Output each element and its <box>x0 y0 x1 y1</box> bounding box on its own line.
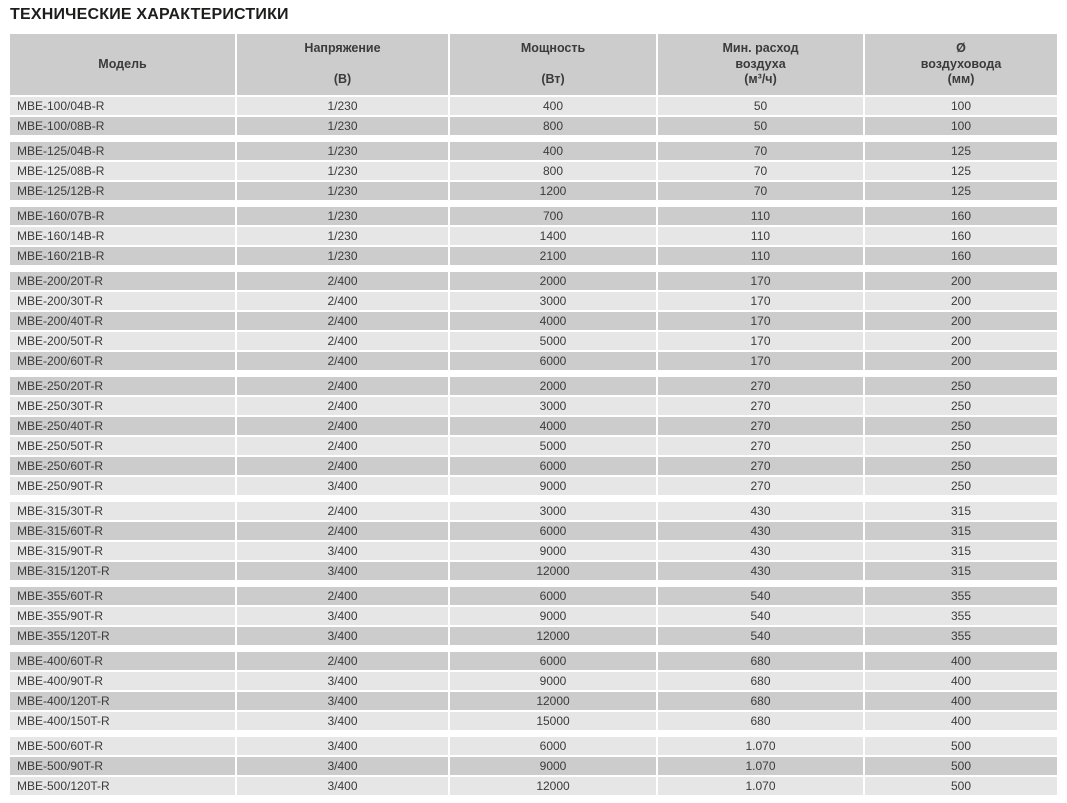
model-cell: MBE-100/08B-R <box>10 117 235 135</box>
table-row <box>10 562 1057 580</box>
table-row <box>10 672 1057 690</box>
power-cell: 6000 <box>450 352 656 370</box>
airflow-cell: 110 <box>658 247 863 265</box>
power-cell: 400 <box>450 97 656 115</box>
model-cell: MBE-250/40T-R <box>10 417 235 435</box>
power-cell: 4000 <box>450 417 656 435</box>
table-row <box>10 97 1057 115</box>
voltage-cell: 2/400 <box>237 457 448 475</box>
column-header-line: Мин. расход <box>722 41 799 55</box>
voltage-cell: 2/400 <box>237 332 448 350</box>
power-cell: 12000 <box>450 562 656 580</box>
airflow-cell: 110 <box>658 227 863 245</box>
voltage-cell: 3/400 <box>237 542 448 560</box>
model-group <box>10 207 1057 265</box>
diameter-cell: 400 <box>865 672 1057 690</box>
voltage-cell: 2/400 <box>237 312 448 330</box>
model-cell: MBE-125/04B-R <box>10 142 235 160</box>
airflow-cell: 170 <box>658 272 863 290</box>
voltage-cell: 1/230 <box>237 207 448 225</box>
airflow-cell: 1.070 <box>658 757 863 775</box>
diameter-cell: 160 <box>865 227 1057 245</box>
airflow-cell: 430 <box>658 522 863 540</box>
airflow-cell: 170 <box>658 332 863 350</box>
model-cell: MBE-315/60T-R <box>10 522 235 540</box>
voltage-cell: 1/230 <box>237 97 448 115</box>
voltage-cell: 2/400 <box>237 417 448 435</box>
model-cell: MBE-200/20T-R <box>10 272 235 290</box>
power-cell: 9000 <box>450 607 656 625</box>
table-row <box>10 162 1057 180</box>
power-cell: 4000 <box>450 312 656 330</box>
table-row <box>10 712 1057 730</box>
diameter-cell: 315 <box>865 522 1057 540</box>
diameter-cell: 100 <box>865 117 1057 135</box>
voltage-cell: 1/230 <box>237 227 448 245</box>
voltage-cell: 2/400 <box>237 397 448 415</box>
power-cell: 9000 <box>450 672 656 690</box>
table-row <box>10 737 1057 755</box>
airflow-cell: 540 <box>658 627 863 645</box>
diameter-cell: 250 <box>865 437 1057 455</box>
model-cell: MBE-250/90T-R <box>10 477 235 495</box>
power-cell: 2000 <box>450 272 656 290</box>
voltage-cell: 3/400 <box>237 627 448 645</box>
diameter-cell: 125 <box>865 142 1057 160</box>
table-row <box>10 292 1057 310</box>
airflow-cell: 680 <box>658 672 863 690</box>
table-row <box>10 437 1057 455</box>
power-cell: 12000 <box>450 627 656 645</box>
column-header-line: (мм) <box>947 72 975 87</box>
power-cell: 800 <box>450 117 656 135</box>
table-row <box>10 502 1057 520</box>
table-row <box>10 757 1057 775</box>
airflow-cell: 50 <box>658 97 863 115</box>
diameter-cell: 200 <box>865 352 1057 370</box>
power-cell: 9000 <box>450 477 656 495</box>
model-group <box>10 272 1057 370</box>
voltage-cell: 1/230 <box>237 142 448 160</box>
table-body <box>10 97 1057 795</box>
voltage-cell: 2/400 <box>237 522 448 540</box>
diameter-cell: 400 <box>865 692 1057 710</box>
power-cell: 5000 <box>450 437 656 455</box>
voltage-cell: 1/230 <box>237 162 448 180</box>
model-cell: MBE-100/04B-R <box>10 97 235 115</box>
model-group <box>10 142 1057 200</box>
column-header-voltage <box>237 34 448 95</box>
airflow-cell: 680 <box>658 692 863 710</box>
voltage-cell: 3/400 <box>237 562 448 580</box>
diameter-cell: 160 <box>865 207 1057 225</box>
column-header-line: Модель <box>98 56 147 71</box>
diameter-cell: 160 <box>865 247 1057 265</box>
power-cell: 1200 <box>450 182 656 200</box>
table-row <box>10 272 1057 290</box>
diameter-cell: 500 <box>865 777 1057 795</box>
model-cell: MBE-315/120T-R <box>10 562 235 580</box>
model-cell: MBE-250/50T-R <box>10 437 235 455</box>
table-row <box>10 777 1057 795</box>
voltage-cell: 3/400 <box>237 672 448 690</box>
spec-table <box>10 34 1057 795</box>
power-cell: 6000 <box>450 587 656 605</box>
voltage-cell: 3/400 <box>237 607 448 625</box>
table-row <box>10 397 1057 415</box>
column-header-line: Мощность <box>520 41 586 55</box>
diameter-cell: 500 <box>865 737 1057 755</box>
airflow-cell: 270 <box>658 417 863 435</box>
model-group <box>10 377 1057 495</box>
airflow-cell: 50 <box>658 117 863 135</box>
voltage-cell: 2/400 <box>237 502 448 520</box>
table-row <box>10 377 1057 395</box>
model-cell: MBE-125/12B-R <box>10 182 235 200</box>
diameter-cell: 355 <box>865 607 1057 625</box>
airflow-cell: 110 <box>658 207 863 225</box>
table-row <box>10 522 1057 540</box>
voltage-cell: 3/400 <box>237 477 448 495</box>
airflow-cell: 170 <box>658 312 863 330</box>
voltage-cell: 2/400 <box>237 652 448 670</box>
diameter-cell: 250 <box>865 397 1057 415</box>
voltage-cell: 2/400 <box>237 437 448 455</box>
airflow-cell: 70 <box>658 182 863 200</box>
model-cell: MBE-250/30T-R <box>10 397 235 415</box>
diameter-cell: 200 <box>865 292 1057 310</box>
table-row <box>10 142 1057 160</box>
table-row <box>10 227 1057 245</box>
voltage-cell: 3/400 <box>237 692 448 710</box>
table-row <box>10 417 1057 435</box>
diameter-cell: 250 <box>865 377 1057 395</box>
airflow-cell: 270 <box>658 457 863 475</box>
power-cell: 5000 <box>450 332 656 350</box>
diameter-cell: 355 <box>865 587 1057 605</box>
airflow-cell: 430 <box>658 502 863 520</box>
table-row <box>10 247 1057 265</box>
model-cell: MBE-200/60T-R <box>10 352 235 370</box>
power-cell: 9000 <box>450 757 656 775</box>
model-cell: MBE-200/50T-R <box>10 332 235 350</box>
table-header-row <box>10 34 1057 95</box>
diameter-cell: 315 <box>865 542 1057 560</box>
diameter-cell: 250 <box>865 457 1057 475</box>
airflow-cell: 70 <box>658 162 863 180</box>
model-cell: MBE-355/60T-R <box>10 587 235 605</box>
diameter-cell: 200 <box>865 272 1057 290</box>
table-row <box>10 352 1057 370</box>
power-cell: 3000 <box>450 502 656 520</box>
model-cell: MBE-315/90T-R <box>10 542 235 560</box>
airflow-cell: 70 <box>658 142 863 160</box>
model-cell: MBE-250/60T-R <box>10 457 235 475</box>
model-cell: MBE-250/20T-R <box>10 377 235 395</box>
column-header-diameter <box>865 34 1057 95</box>
diameter-cell: 125 <box>865 162 1057 180</box>
power-cell: 15000 <box>450 712 656 730</box>
table-row <box>10 692 1057 710</box>
table-row <box>10 627 1057 645</box>
voltage-cell: 1/230 <box>237 247 448 265</box>
power-cell: 2000 <box>450 377 656 395</box>
diameter-cell: 355 <box>865 627 1057 645</box>
model-cell: MBE-400/150T-R <box>10 712 235 730</box>
diameter-cell: 250 <box>865 477 1057 495</box>
table-row <box>10 312 1057 330</box>
voltage-cell: 2/400 <box>237 272 448 290</box>
page-title: ТЕХНИЧЕСКИЕ ХАРАКТЕРИСТИКИ <box>10 6 289 23</box>
model-group <box>10 97 1057 135</box>
model-cell: MBE-400/120T-R <box>10 692 235 710</box>
airflow-cell: 680 <box>658 712 863 730</box>
model-group <box>10 502 1057 580</box>
power-cell: 800 <box>450 162 656 180</box>
airflow-cell: 270 <box>658 397 863 415</box>
voltage-cell: 3/400 <box>237 737 448 755</box>
airflow-cell: 1.070 <box>658 777 863 795</box>
power-cell: 2100 <box>450 247 656 265</box>
airflow-cell: 430 <box>658 562 863 580</box>
column-header-power <box>450 34 656 95</box>
voltage-cell: 2/400 <box>237 587 448 605</box>
diameter-cell: 200 <box>865 332 1057 350</box>
power-cell: 12000 <box>450 692 656 710</box>
table-row <box>10 182 1057 200</box>
airflow-cell: 680 <box>658 652 863 670</box>
power-cell: 6000 <box>450 737 656 755</box>
column-header-airflow <box>658 34 863 95</box>
model-cell: MBE-160/14B-R <box>10 227 235 245</box>
table-row <box>10 332 1057 350</box>
voltage-cell: 1/230 <box>237 117 448 135</box>
model-cell: MBE-160/07B-R <box>10 207 235 225</box>
model-cell: MBE-500/120T-R <box>10 777 235 795</box>
model-cell: MBE-160/21B-R <box>10 247 235 265</box>
column-header-line: Напряжение <box>304 41 381 55</box>
table-row <box>10 117 1057 135</box>
airflow-cell: 270 <box>658 477 863 495</box>
column-header-line: воздуховода <box>920 56 1002 71</box>
diameter-cell: 500 <box>865 757 1057 775</box>
airflow-cell: 270 <box>658 437 863 455</box>
power-cell: 12000 <box>450 777 656 795</box>
voltage-cell: 3/400 <box>237 712 448 730</box>
table-row <box>10 207 1057 225</box>
column-header-line: Ø <box>956 41 966 55</box>
diameter-cell: 250 <box>865 417 1057 435</box>
diameter-cell: 315 <box>865 502 1057 520</box>
airflow-cell: 430 <box>658 542 863 560</box>
diameter-cell: 400 <box>865 652 1057 670</box>
power-cell: 3000 <box>450 292 656 310</box>
column-header-line: (Вт) <box>541 72 565 87</box>
diameter-cell: 125 <box>865 182 1057 200</box>
model-group <box>10 737 1057 795</box>
diameter-cell: 315 <box>865 562 1057 580</box>
voltage-cell: 2/400 <box>237 292 448 310</box>
power-cell: 6000 <box>450 522 656 540</box>
airflow-cell: 270 <box>658 377 863 395</box>
airflow-cell: 540 <box>658 587 863 605</box>
diameter-cell: 100 <box>865 97 1057 115</box>
table-row <box>10 652 1057 670</box>
column-header-model <box>10 34 235 95</box>
model-cell: MBE-125/08B-R <box>10 162 235 180</box>
voltage-cell: 2/400 <box>237 377 448 395</box>
power-cell: 6000 <box>450 457 656 475</box>
table-row <box>10 542 1057 560</box>
model-cell: MBE-200/40T-R <box>10 312 235 330</box>
table-row <box>10 587 1057 605</box>
model-cell: MBE-500/90T-R <box>10 757 235 775</box>
table-row <box>10 477 1057 495</box>
power-cell: 9000 <box>450 542 656 560</box>
model-cell: MBE-400/90T-R <box>10 672 235 690</box>
voltage-cell: 2/400 <box>237 352 448 370</box>
table-row <box>10 607 1057 625</box>
model-cell: MBE-500/60T-R <box>10 737 235 755</box>
model-cell: MBE-400/60T-R <box>10 652 235 670</box>
column-header-line: (В) <box>333 72 352 87</box>
airflow-cell: 170 <box>658 352 863 370</box>
airflow-cell: 540 <box>658 607 863 625</box>
model-cell: MBE-355/90T-R <box>10 607 235 625</box>
voltage-cell: 1/230 <box>237 182 448 200</box>
model-group <box>10 652 1057 730</box>
diameter-cell: 200 <box>865 312 1057 330</box>
power-cell: 700 <box>450 207 656 225</box>
model-group <box>10 587 1057 645</box>
power-cell: 400 <box>450 142 656 160</box>
power-cell: 6000 <box>450 652 656 670</box>
voltage-cell: 3/400 <box>237 757 448 775</box>
airflow-cell: 1.070 <box>658 737 863 755</box>
model-cell: MBE-315/30T-R <box>10 502 235 520</box>
airflow-cell: 170 <box>658 292 863 310</box>
column-header-line: воздуха <box>735 56 786 71</box>
table-row <box>10 457 1057 475</box>
power-cell: 3000 <box>450 397 656 415</box>
column-header-line: (м³/ч) <box>744 72 777 87</box>
model-cell: MBE-355/120T-R <box>10 627 235 645</box>
voltage-cell: 3/400 <box>237 777 448 795</box>
diameter-cell: 400 <box>865 712 1057 730</box>
power-cell: 1400 <box>450 227 656 245</box>
model-cell: MBE-200/30T-R <box>10 292 235 310</box>
